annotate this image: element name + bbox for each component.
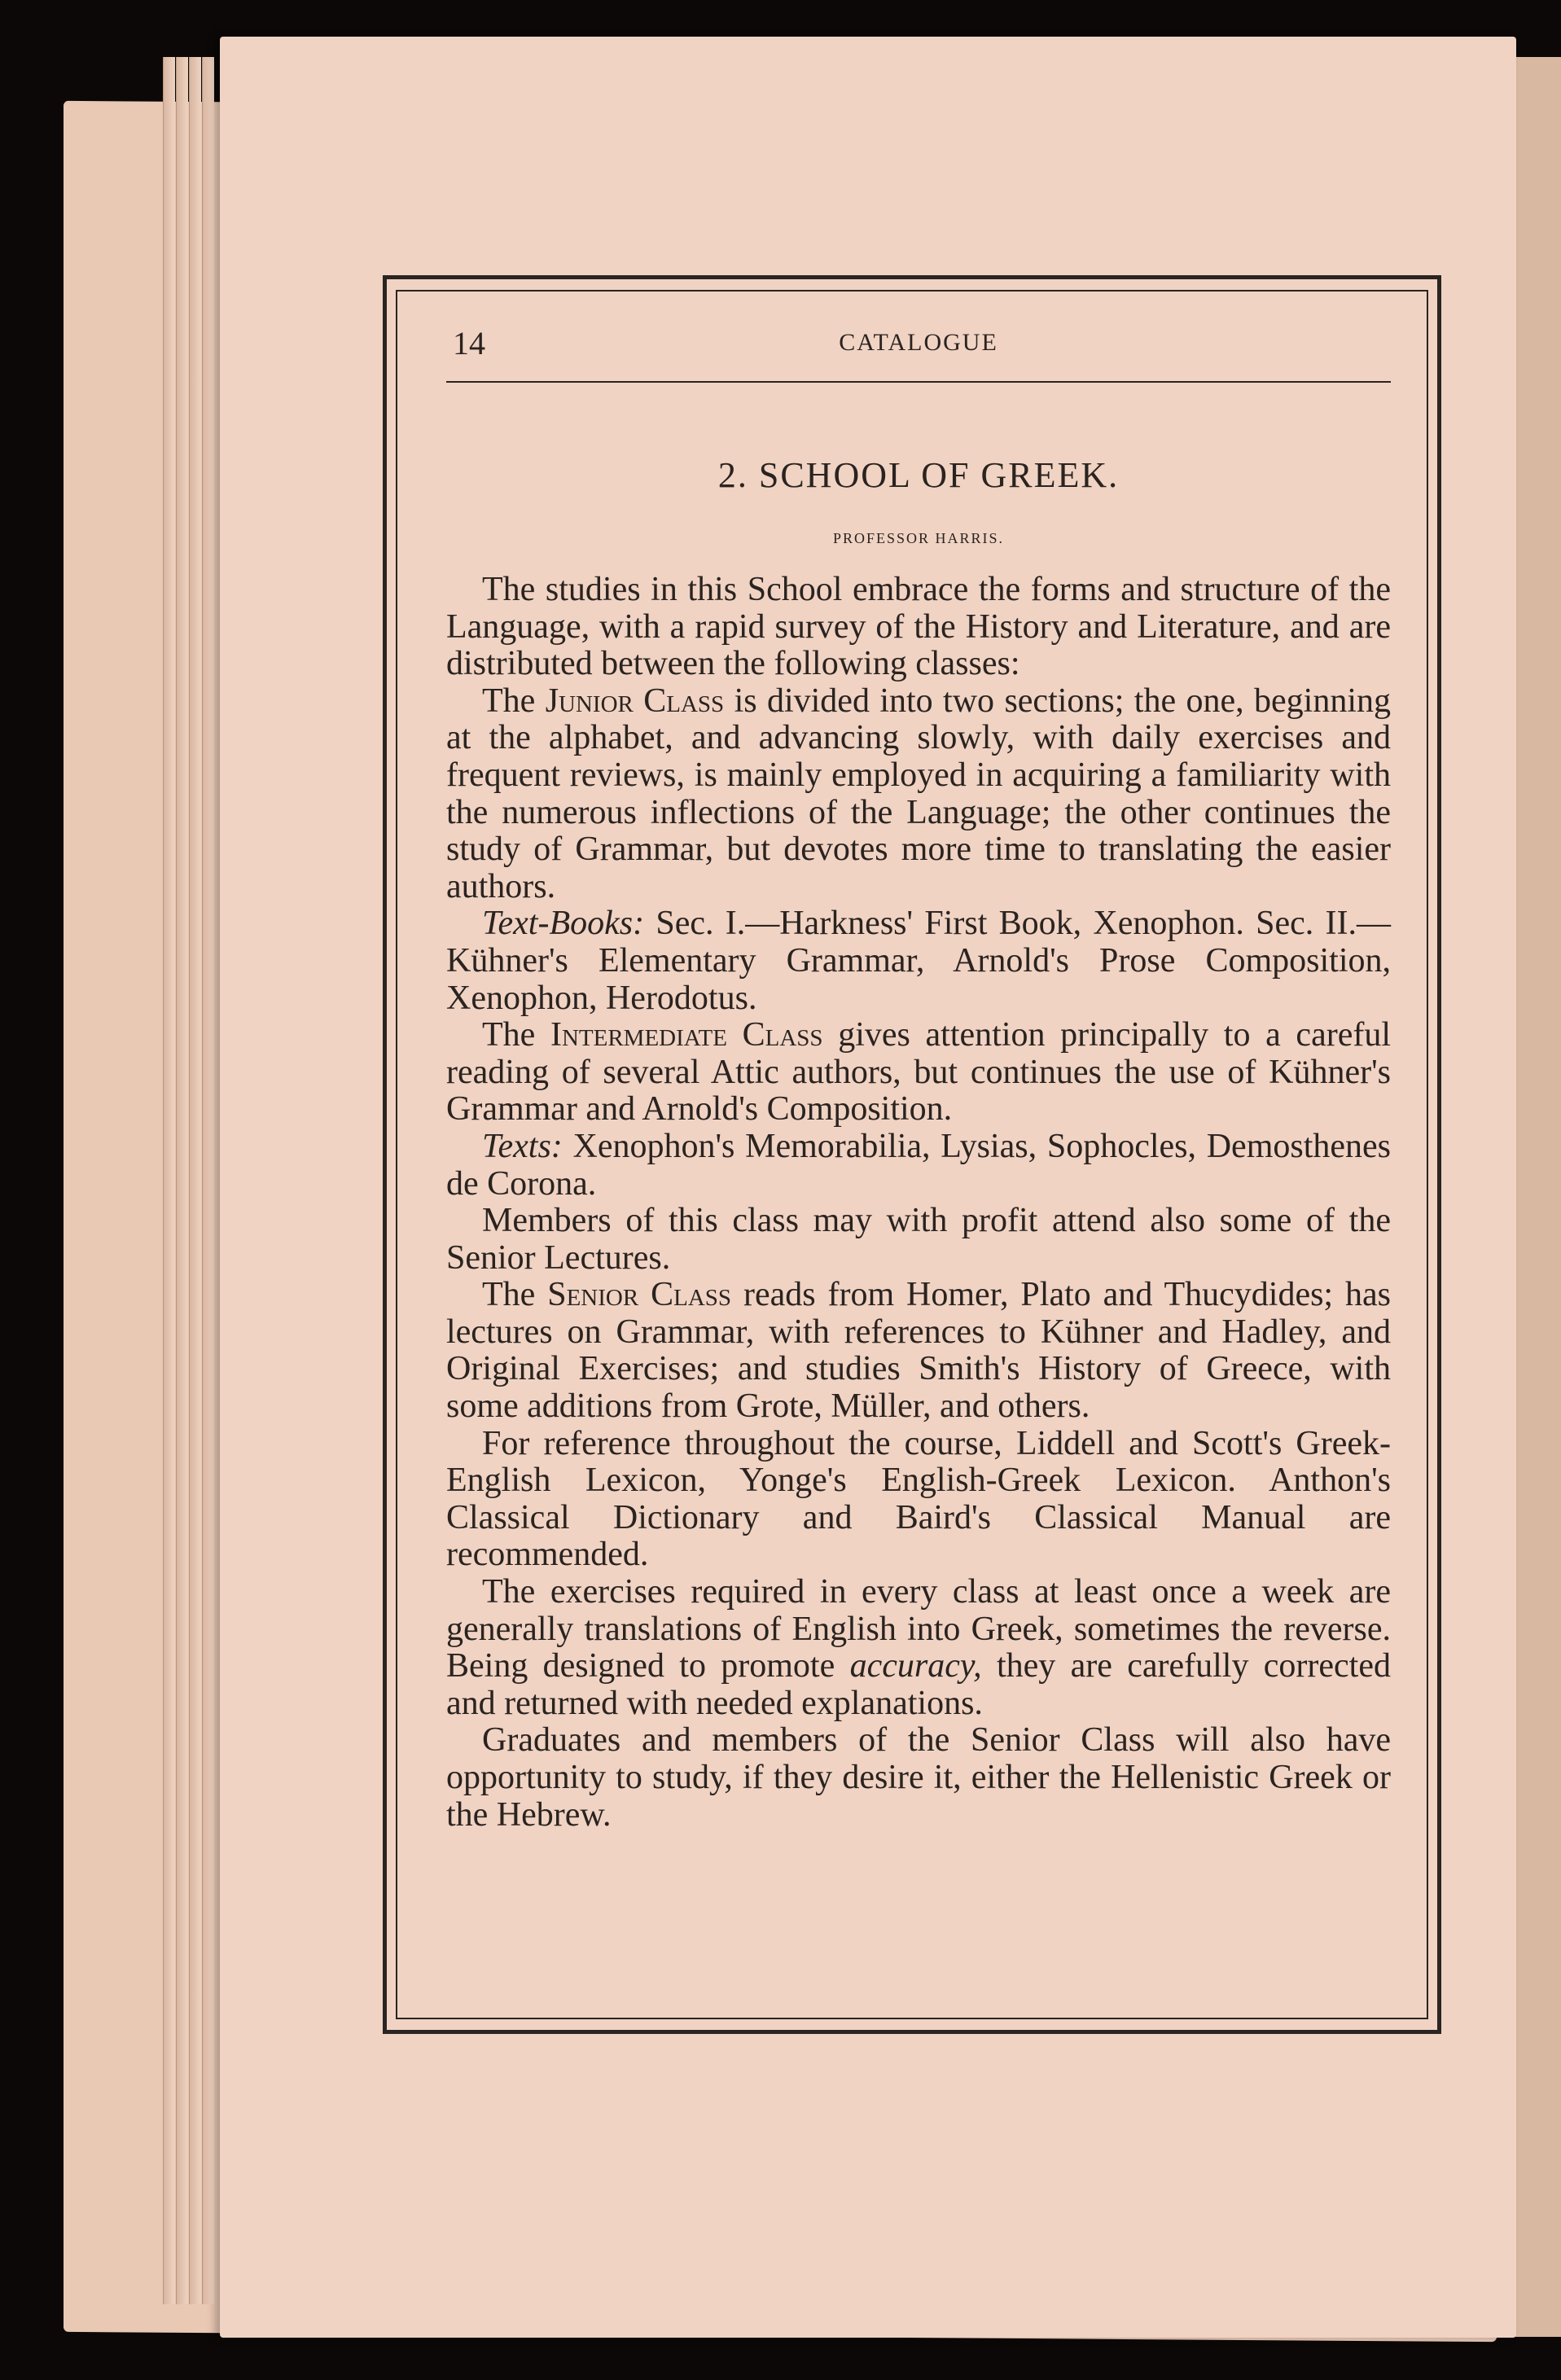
italic-word: accuracy, <box>849 1647 982 1685</box>
paragraph-text: The exercises required in every class at least once a week are generally translations of English into Greek, sometimes the reverse. Being designed to promote <box>446 1573 1391 1685</box>
paragraph-text: Members of this class may with profit attend also some of the Senior Lectures. <box>446 1202 1391 1277</box>
paragraph <box>446 1574 1391 1722</box>
paragraph <box>446 1426 1391 1574</box>
paragraph-text: For reference throughout the course, Liddell and Scott's Greek-English Lexicon, Yonge's English-Greek Lexicon. Anthon's Classical Dictionary and Baird's Classical Manual are recommended. <box>446 1424 1391 1574</box>
paragraph-text: is divided into two sections; the one, beginning at the alphabet, and advancing slowly, with daily exercises and frequent reviews, is mainly employed in acquiring a familiarity with the numerous inflections of the Language; the other continues the study of Grammar, but devotes more time to translating the easier authors. <box>446 682 1392 905</box>
page-edge <box>163 57 175 2304</box>
page-edge <box>189 57 201 2304</box>
paragraph-lead: The <box>482 682 546 720</box>
paragraph-text: Xenophon's Memorabilia, Lysias, Sophocles, Demosthenes de Corona. <box>446 1127 1391 1203</box>
class-name: Junior Class <box>545 682 725 720</box>
italic-label: Texts: <box>482 1127 563 1165</box>
header-rule <box>446 381 1391 383</box>
paragraph-lead: The <box>482 1276 548 1314</box>
section-title: 2. SCHOOL OF GREEK. <box>717 455 1120 495</box>
running-head: CATALOGUE <box>839 329 998 356</box>
paragraph <box>446 1129 1391 1203</box>
paragraph-text: gives attention principally to a careful reading of several Attic authors, but continues the use of Kühner's Grammar and Arnold's Composition. <box>446 1016 1391 1129</box>
paragraph <box>446 1017 1391 1129</box>
paragraph-text: Sec. I.—Harkness' First Book, Xenophon. Sec. II.—Kühner's Elementary Grammar, Arnold's Prose Composition, Xenophon, Herodotus. <box>446 905 1391 1017</box>
paragraph <box>446 683 1391 906</box>
paragraph <box>446 905 1391 1017</box>
page-edge <box>202 57 214 2304</box>
paragraph-lead: The <box>482 1016 550 1054</box>
italic-label: Text-Books: <box>482 905 645 943</box>
paragraph <box>446 1203 1391 1277</box>
page-header <box>446 318 1391 375</box>
body-text <box>446 572 1391 1834</box>
class-name: Senior Class <box>547 1276 732 1314</box>
facing-page-edge <box>1511 57 1561 2337</box>
page-edge <box>176 57 188 2304</box>
paragraph <box>446 1722 1391 1834</box>
paragraph <box>446 572 1391 683</box>
page-number: 14 <box>453 325 485 362</box>
class-name: Intermediate Class <box>550 1016 823 1054</box>
professor-name: PROFESSOR HARRIS. <box>832 530 1005 546</box>
paragraph-text: Graduates and members of the Senior Class will also have opportunity to study, if they desire it, either the Hellenistic Greek or the Hebrew. <box>446 1721 1391 1834</box>
page-content <box>446 318 1391 1834</box>
paragraph-text: The studies in this School embrace the forms and structure of the Language, with a rapid survey of the History and Literature, and are distributed between the following classes: <box>446 571 1391 683</box>
paragraph-text: they are carefully corrected and returned with needed explanations. <box>446 1647 1391 1722</box>
paragraph <box>446 1277 1391 1425</box>
paragraph-text: reads from Homer, Plato and Thucydides; has lectures on Grammar, with references to Kühner and Hadley, and Original Exercises; and studies Smith's History of Greece, with some additions from Grote, Müller, and others. <box>446 1276 1392 1426</box>
